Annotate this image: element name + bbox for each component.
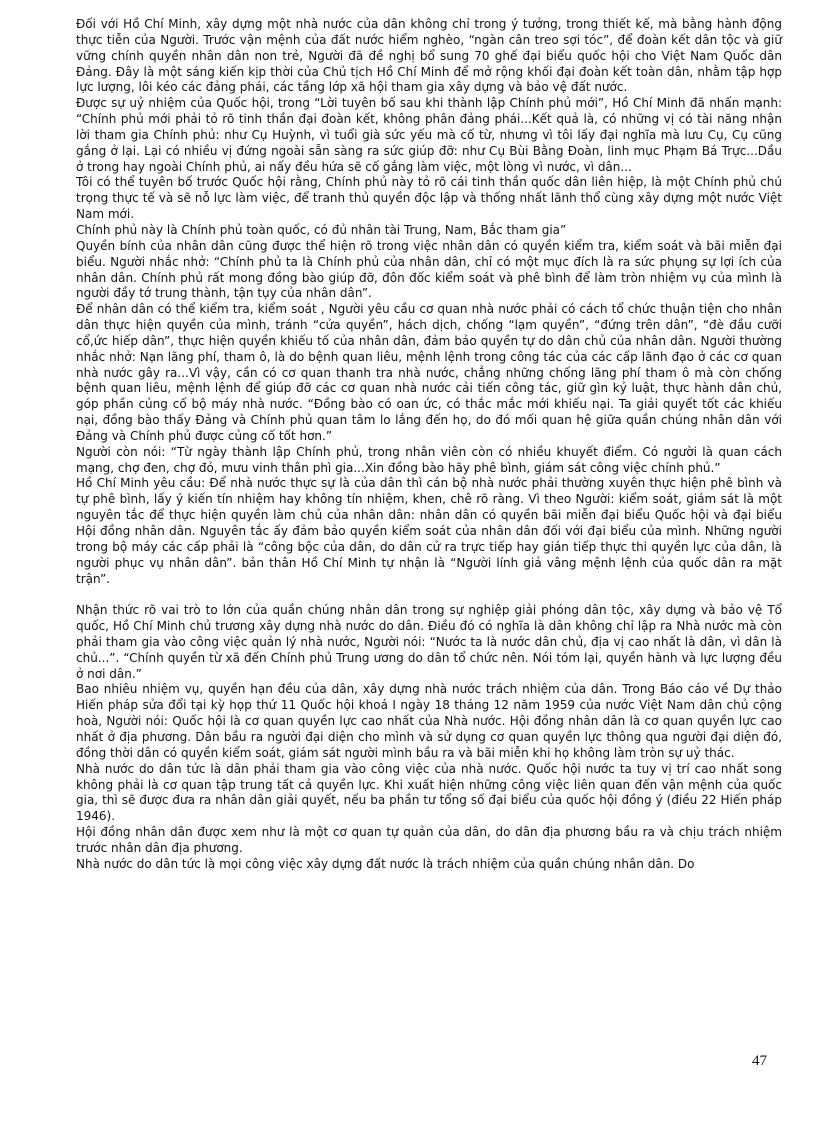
body-text [76,17,782,873]
paragraph: Đối với Hồ Chí Minh, xây dựng một nhà nước của dân không chỉ trong ý tưởng, trong thiết kế, mà bằng hành động thực tiễn của Người. Trước vận mệnh của đất nước hiểm nghèo, “ngàn cân treo sợi tóc”, để đoàn kết dân tộc và giữ vững chính quyền nhân dân non trẻ, Người đã đề nghị bổ sung 70 ghế đại biểu quốc hội cho Việt Nam Quốc dân Đảng. Đây là một sáng kiến kịp thời của Chủ tịch Hồ Chí Minh để mở rộng khối đại đoàn kết toàn dân, nhằm tập hợp lực lượng, lôi kéo các đảng phái, các tầng lớp xã hội tham gia xây dựng và bảo vệ đất nước. [76,17,782,95]
paragraph: Bao nhiêu nhiệm vụ, quyền hạn đều của dân, xây dựng nhà nước trách nhiệm của dân. Trong Báo cáo về Dự thảo Hiến pháp sửa đổi tại kỳ họp thứ 11 Quốc hội khoá I ngày 18 tháng 12 năm 1959 của nước Việt Nam dân chủ cộng hoà, Người nói: Quốc hội là cơ quan quyền lực cao nhất của Nhà nước. Hội đồng nhân dân là cơ quan quyền lực cao nhất ở địa phương. Dân bầu ra người đại diện cho mình và sử dụng cơ quan quyền lực thông qua người đại diện đó, đồng thời dân có quyền kiểm soát, giám sát người mình bầu ra và bãi miễn khi họ không làm tròn sự uỷ thác. [76,682,782,760]
paragraph: Được sự uỷ nhiệm của Quốc hội, trong “Lời tuyên bố sau khi thành lập Chính phủ mới”, Hồ Chí Minh đã nhấn mạnh: “Chính phủ mới phải tỏ rõ tinh thần đại đoàn kết, không phân đảng phái...Kết quả là, có những vị có tài năng nhận lời tham gia Chính phủ: như Cụ Huỳnh, vì tuổi già sức yếu mà cố từ, nhưng vì tôi lấy đại nghĩa mà lưu Cụ, Cụ cũng gắng ở lại. Lại có nhiều vị đứng ngoài sẵn sàng ra sức giúp đỡ: như Cụ Bùi Bằng Đoàn, linh mục Phạm Bá Trực...Dầu ở trong hay ngoài Chính phủ, ai nấy đều hứa sẽ cố gắng làm việc, một lòng vì nước, vì dân... [76,96,782,174]
paragraph: Quyền bính của nhân dân cũng được thể hiện rõ trong việc nhân dân có quyền kiểm tra, kiểm soát và bãi miễn đại biểu. Người nhắc nhở: “Chính phủ ta là Chính phủ của nhân dân, chỉ có một mục đích là ra sức phụng sự lợi ích của nhân dân. Chính phủ rất mong đồng bào giúp đỡ, đôn đốc kiểm soát và phê bình để làm tròn nhiệm vụ của mình là người đầy tớ trung thành, tận tụy của nhân dân”. [76,238,782,301]
paragraph-spacer [76,587,782,603]
page-number: 47 [752,1053,767,1069]
paragraph: Người còn nói: “Từ ngày thành lập Chính phủ, trong nhân viên còn có nhiều khuyết điểm. Có người là quan cách mạng, chợ đen, chợ đỏ, mưu vinh thân phì gia...Xin đồng bào hãy phê bình, giám sát công việc chính phủ.” [76,444,782,475]
paragraph: Nhà nước do dân tức là dân phải tham gia vào công việc của nhà nước. Quốc hội nước ta tuy vị trí cao nhất song không phải là cơ quan tập trung tất cả quyền lực. Khi xuất hiện những công việc liên quan đến vận mệnh của quốc gia, thì sẽ được đưa ra nhân dân giải quyết, nếu ba phần tư tổng số đại biểu của quốc hội đồng ý (điều 22 Hiến pháp 1946). [76,761,782,824]
paragraph: Nhà nước do dân tức là mọi công việc xây dựng đất nước là trách nhiệm của quần chúng nhân dân. Do [76,856,695,871]
paragraph: Tôi có thể tuyên bố trước Quốc hội rằng, Chính phủ này tỏ rõ cái tinh thần quốc dân liên hiệp, là một Chính phủ chú trọng thực tế và sẽ nỗ lực làm việc, để tranh thủ quyền độc lập và thống nhất lãnh thổ cùng xây dựng một nước Việt Nam mới. [76,175,782,222]
paragraph: Nhận thức rõ vai trò to lớn của quần chúng nhân dân trong sự nghiệp giải phóng dân tộc, xây dựng và bảo vệ Tổ quốc, Hồ Chí Minh chủ trương xây dựng nhà nước do dân. Điều đó có nghĩa là dân không chỉ lập ra Nhà nước mà còn phải tham gia vào công việc quản lý nhà nước, Người nói: “Nước ta là nước dân chủ, địa vị cao nhất là dân, vì dân là chủ...”. “Chính quyền từ xã đến Chính phủ Trung ương do dân tổ chức nên. Nói tóm lại, quyền hành và lực lượng đều ở nơi dân.” [76,603,782,681]
paragraph: Hội đồng nhân dân được xem như là một cơ quan tự quản của dân, do dân địa phương bầu ra và chịu trách nhiệm trước nhân dân địa phương. [76,825,782,855]
paragraph: Chính phủ này là Chính phủ toàn quốc, có đủ nhân tài Trung, Nam, Bắc tham gia” [76,222,567,237]
paragraph: Để nhân dân có thể kiểm tra, kiểm soát , Người yêu cầu cơ quan nhà nước phải có cách tổ chức thuận tiện cho nhân dân thực hiện quyền của mình, tránh “cửa quyền”, hách dịch, chống “lạm quyền”, “đứng trên dân”, “đè đầu cưỡi cổ,ức hiếp dân”, thực hiện quyền khiếu tố của nhân dân, đảm bảo quyền tự do dân chủ của nhân dân. Người thường nhắc nhở: Nạn lãng phí, tham ô, là do bệnh quan liêu, mệnh lệnh trong công tác của các cấp lãnh đạo ở các cơ quan nhà nước gây ra...Vì vậy, cần có cơ quan thanh tra nhà nước, chẳng những chống lãng phí tham ô mà còn chống bệnh quan liêu, mệnh lệnh để giúp đỡ các cơ quan nhà nước cải tiến công tác, giữ gìn kỷ luật, thực hành dân chủ, góp phần củng cố bộ máy nhà nước. “Đồng bào có oan ức, có thắc mắc mới khiếu nại. Ta giải quyết tốt các khiếu nại, đồng bào thấy Đảng và Chính phủ quan tâm lo lắng đến họ, do đó mối quan hệ giữa quần chúng nhân dân với Đảng và Chính phủ được củng cố tốt hơn.” [76,302,782,443]
paragraph: Hồ Chí Minh yêu cầu: Để nhà nước thực sự là của dân thì cán bộ nhà nước phải thường xuyên thực hiện phê bình và tự phê bình, lấy ý kiến tín nhiệm hay không tín nhiệm, khen, chê rõ ràng. Vì theo Người: kiểm soát, giám sát là một nguyên tắc để thực hiện quyền làm chủ của nhân dân: nhân dân có quyền bãi miễn đại biểu Quốc hội và đại biểu Hội đồng nhân dân. Nguyên tắc ấy đảm bảo quyền kiểm soát của nhân dân đối với đại biểu của mình. Những người trong bộ máy các cấp phải là “công bộc của dân, do dân cử ra trực tiếp hay gián tiếp thực thi quyền lực của dân, là người phục vụ nhân dân”. bản thân Hồ Chí Minh tự nhận là “Người lính giả vâng mệnh lệnh của quốc dân ra mặt trận”. [76,476,782,586]
